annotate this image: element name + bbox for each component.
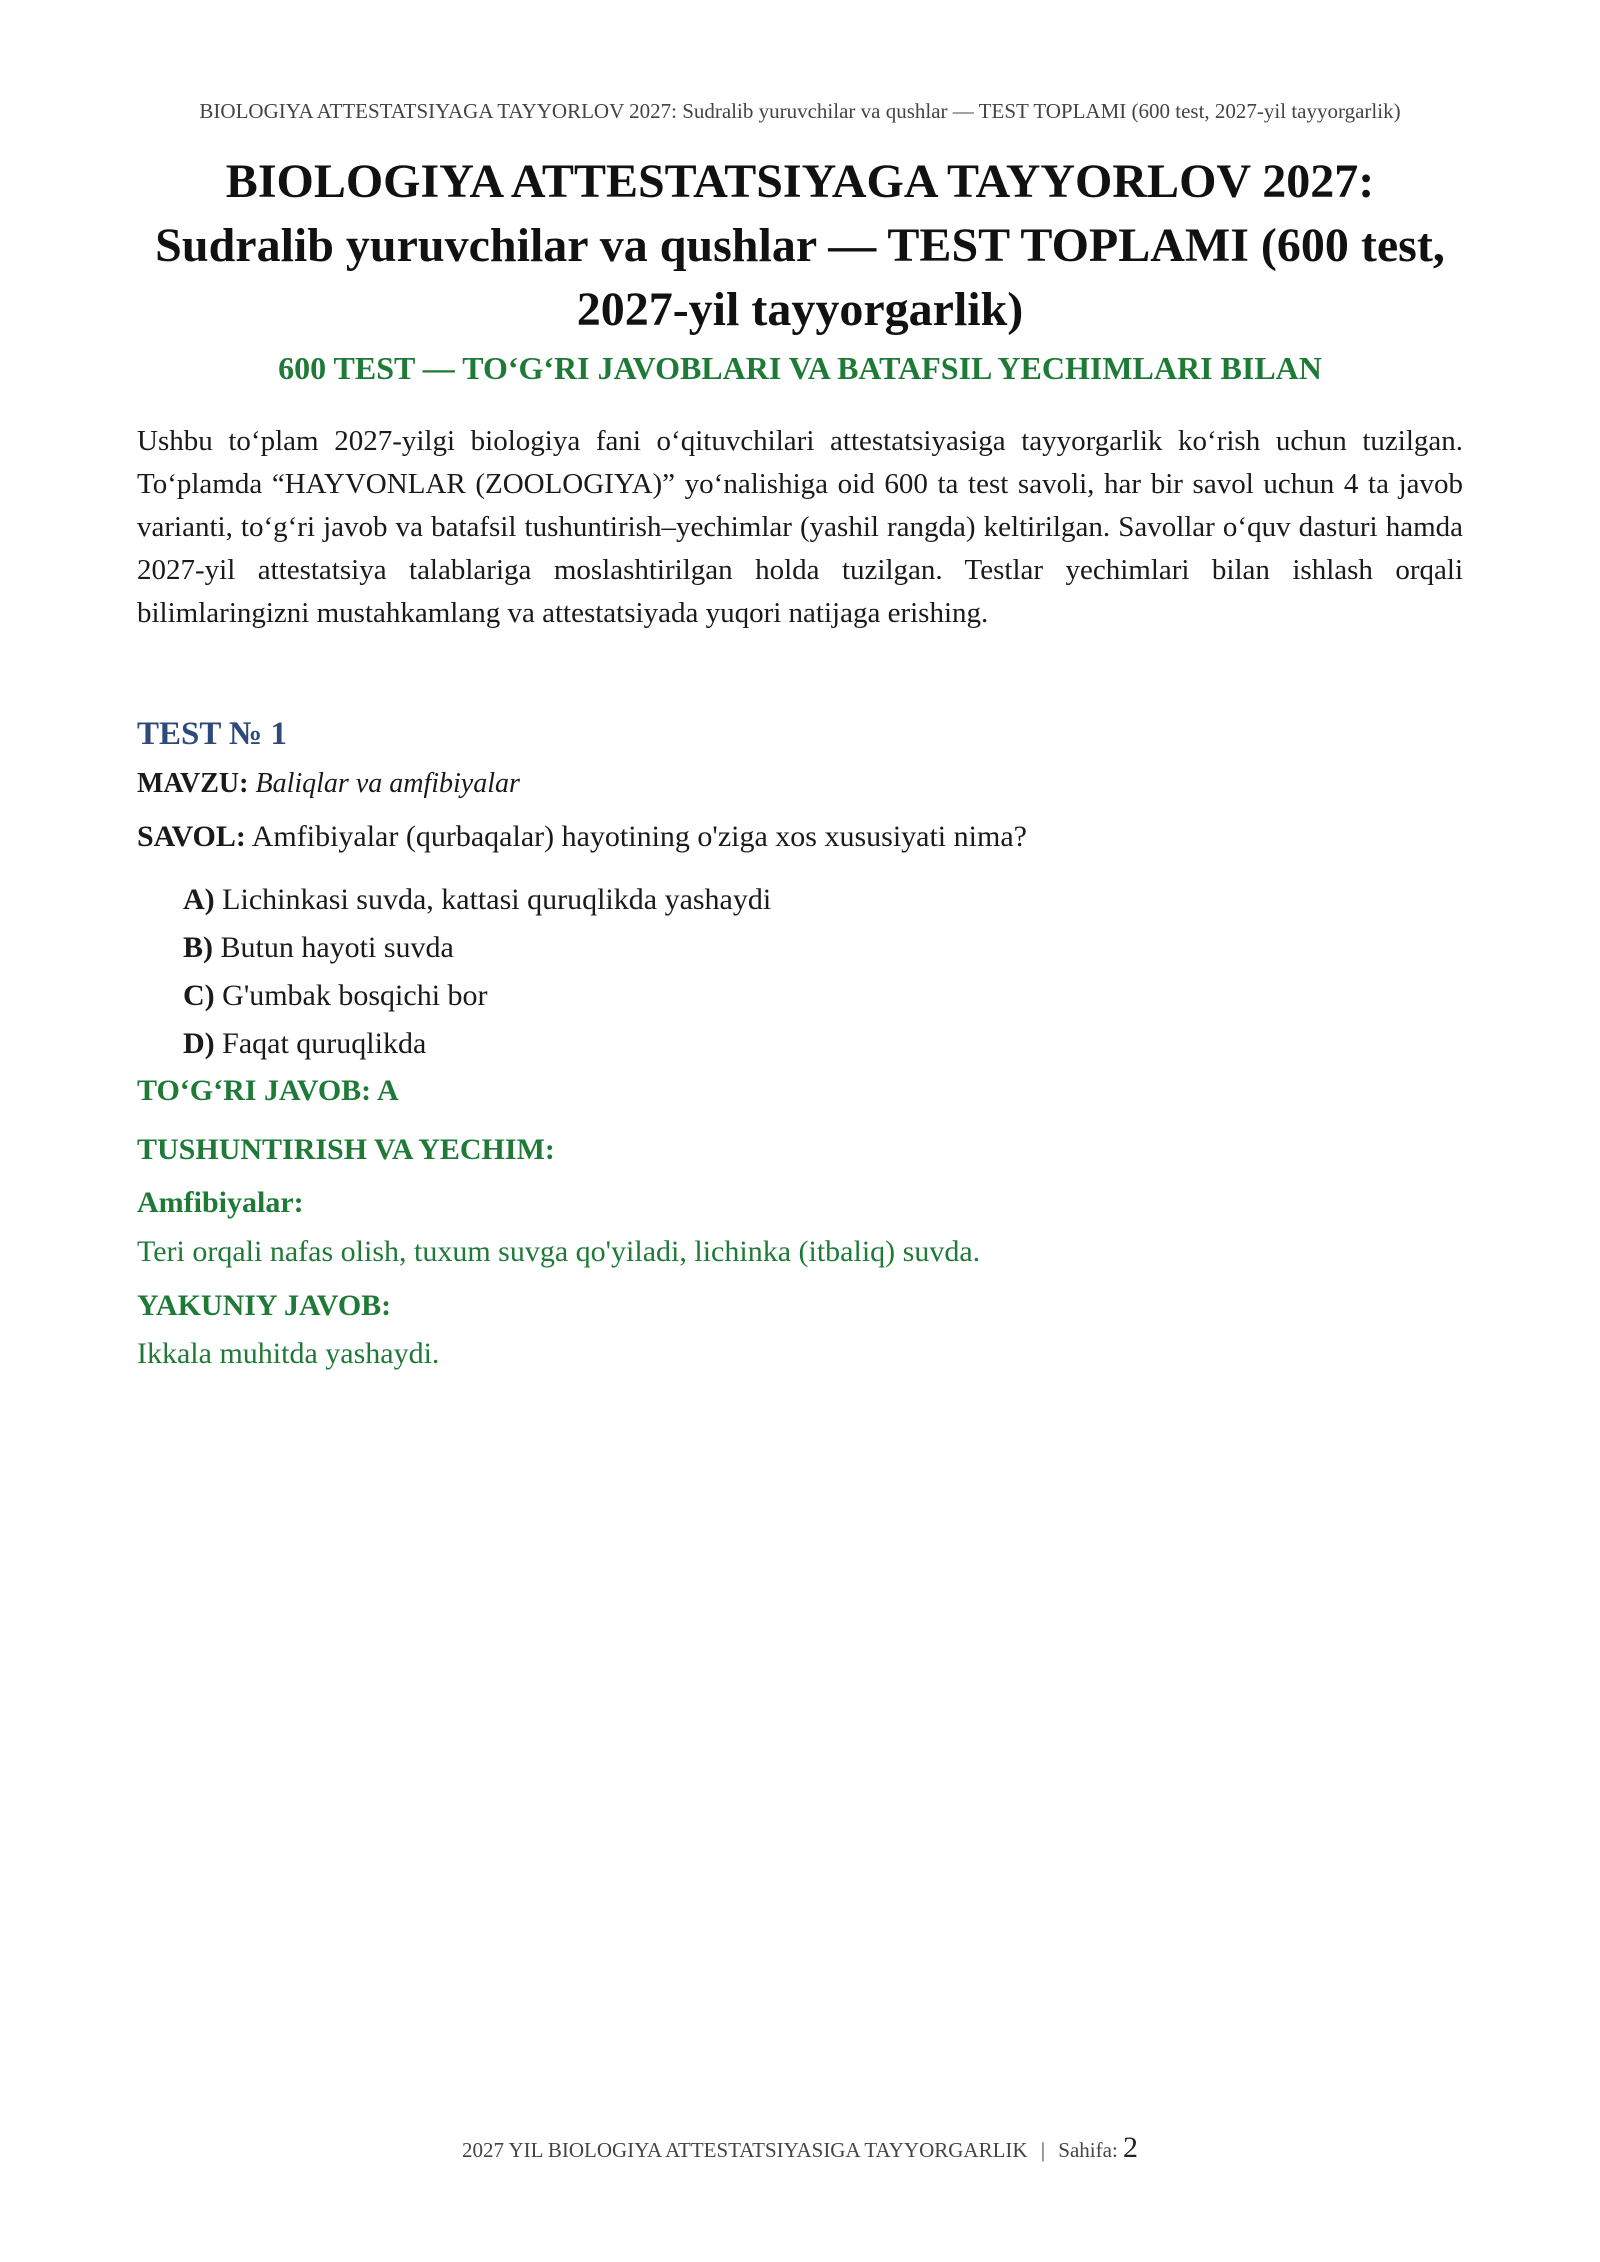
final-answer-heading: YAKUNIY JAVOB: — [137, 1289, 392, 1322]
option-letter: B) — [183, 931, 213, 964]
final-answer-text: Ikkala muhitda yashaydi. — [137, 1337, 440, 1370]
option-text: Lichinkasi suvda, kattasi quruqlikda yashaydi — [222, 883, 772, 916]
topic-label: MAVZU: — [137, 768, 249, 799]
explanation-text: Teri orqali nafas olish, tuxum suvga qo'yiladi, lichinka (itbaliq) suvda. — [137, 1235, 981, 1268]
option-text: G'umbak bosqichi bor — [222, 979, 488, 1012]
question-text: Amfibiyalar (qurbaqalar) hayotining o'ziga xos xususiyati nima? — [251, 820, 1027, 853]
question-label: SAVOL: — [137, 820, 246, 853]
document-subtitle: 600 TEST — TO‘G‘RI JAVOBLARI VA BATAFSIL YECHIMLARI BILAN — [278, 350, 1322, 386]
footer-text: 2027 YIL BIOLOGIYA ATTESTATSIYASIGA TAYYORGARLIK — [461, 2138, 1028, 2162]
intro-paragraph: Ushbu to‘plam 2027-yilgi biologiya fani o‘qituvchilari attestatsiyasiga tayyorgarlik ko‘rish uchun tuzilgan. To‘plamda “HAYVONLAR (ZOOLOGIYA)” yo‘nalishiga oid 600 ta test savoli, har bir savol uchun 4 ta javob varianti, to‘g‘ri javob va batafsil tushuntirish–yechimlar (yashil rangda) keltirilgan. Savollar o‘quv dasturi hamda 2027-yil attestatsiya talablariga moslashtirilgan holda tuzilgan. Testlar yechimlari bilan ishlash orqali bilimlaringizni mustahkamlang va attestatsiyada yuqori natijaga erishing. — [137, 425, 1463, 629]
page-number: 2 — [1123, 2131, 1139, 2164]
option-letter: A) — [183, 883, 215, 916]
running-header: BIOLOGIYA ATTESTATSIYAGA TAYYORLOV 2027: Sudralib yuruvchilar va qushlar — TEST TOPLAMI (600 test, 2027-yil tayyorgarlik) — [199, 99, 1401, 123]
topic-value: Baliqlar va amfibiyalar — [255, 768, 520, 799]
option-b — [183, 924, 771, 972]
option-letter: D) — [183, 1027, 215, 1060]
option-c — [183, 972, 771, 1020]
correct-answer: TO‘G‘RI JAVOB: A — [137, 1074, 399, 1107]
question-line — [137, 818, 1027, 856]
test-heading: TEST № 1 — [137, 716, 287, 752]
option-a — [183, 876, 771, 924]
option-text: Butun hayoti suvda — [220, 931, 454, 964]
option-letter: C) — [183, 979, 215, 1012]
page-label: Sahifa: — [1058, 2138, 1118, 2162]
option-text: Faqat quruqlikda — [222, 1027, 427, 1060]
topic-line — [137, 766, 520, 802]
option-d — [183, 1020, 771, 1068]
footer-separator: | — [1040, 2138, 1046, 2162]
document-title: BIOLOGIYA ATTESTATSIYAGA TAYYORLOV 2027: Sudralib yuruvchilar va qushlar — TEST TOPLAMI (600 test, 2027-yil tayyorgarlik) — [155, 155, 1445, 336]
explanation-subheading: Amfibiyalar: — [137, 1186, 304, 1219]
explanation-heading: TUSHUNTIRISH VA YECHIM: — [137, 1133, 555, 1166]
answer-options — [183, 876, 771, 1068]
page-footer — [137, 2132, 1463, 2166]
